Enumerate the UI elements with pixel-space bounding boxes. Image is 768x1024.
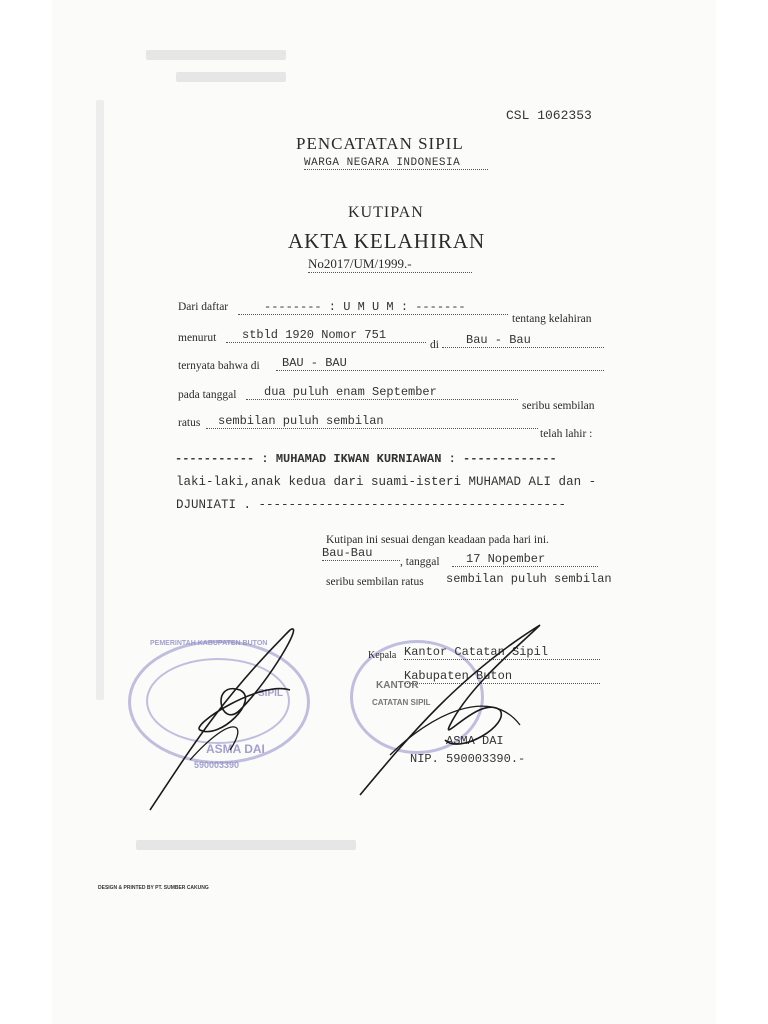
issue-year-label: seribu sembilan ratus	[326, 576, 424, 588]
office-title: PENCATATAN SIPIL	[296, 134, 464, 153]
nationality-subtitle: WARGA NEGARA INDONESIA	[304, 157, 488, 170]
birthdate-suffix: seribu sembilan	[522, 400, 595, 412]
birthplace-value: BAU - BAU	[276, 356, 604, 371]
issue-date-label: , tanggal	[400, 556, 440, 568]
birthdate-label: pada tanggal	[178, 389, 237, 401]
child-name-line: ----------- : MUHAMAD IKWAN KURNIAWAN : -------------	[175, 452, 557, 466]
signatory-office-line2: Kabupaten Buton	[404, 669, 600, 684]
issue-place: Bau-Bau	[322, 546, 400, 561]
signature-left	[120, 620, 320, 820]
signatory-name: ASMA DAI	[446, 734, 504, 748]
birthdate-value: dua puluh enam September	[246, 385, 518, 400]
closing-statement: Kutipan ini sesuai dengan keadaan pada hari ini.	[326, 534, 549, 546]
year-value: sembilan puluh sembilan	[206, 414, 538, 429]
serial-number: CSL 1062353	[506, 108, 592, 123]
child-details-line1: laki-laki,anak kedua dari suami-isteri MUHAMAD ALI dan -	[176, 475, 597, 489]
child-details-line2: DJUNIATI . -----------------------------------------	[176, 498, 567, 512]
year-label: ratus	[178, 417, 201, 429]
basis-di: di	[430, 339, 439, 351]
basis-value: stbld 1920 Nomor 751	[226, 328, 426, 343]
registry-label: Dari daftar	[178, 301, 229, 313]
stamp-left-name: ASMA DAI	[206, 742, 265, 756]
stamp-right-line2: CATATAN SIPIL	[372, 698, 431, 707]
stamp-right-line1: KANTOR	[376, 680, 419, 691]
stamp-left-line1: PEMERINTAH KABUPATEN BUTON	[150, 640, 268, 647]
registry-value: -------- : U M U M : -------	[238, 300, 508, 315]
document-type: KUTIPAN	[348, 204, 424, 221]
basis-label: menurut	[178, 332, 217, 344]
signature-right	[350, 615, 550, 805]
signatory-nip: NIP. 590003390.-	[410, 752, 526, 766]
registry-suffix: tentang kelahiran	[512, 313, 592, 325]
stamp-left-line2: SIPIL	[258, 688, 284, 699]
signatory-prefix: Kepala	[368, 650, 397, 661]
registry-place: Bau - Bau	[442, 333, 604, 348]
document-number: No2017/UM/1999.-	[308, 256, 472, 273]
born-label: telah lahir :	[540, 428, 593, 440]
printer-credit: DESIGN & PRINTED BY PT. SUMBER CAKUNG	[98, 885, 209, 891]
document-title: AKTA KELAHIRAN	[288, 229, 486, 253]
birthplace-label: ternyata bahwa di	[178, 360, 260, 372]
issue-year-value: sembilan puluh sembilan	[446, 572, 612, 586]
signatory-office-line1: Kantor Catatan Sipil	[404, 645, 600, 660]
issue-date-value: 17 Nopember	[452, 552, 598, 567]
stamp-left-number: 590003390	[194, 760, 240, 770]
